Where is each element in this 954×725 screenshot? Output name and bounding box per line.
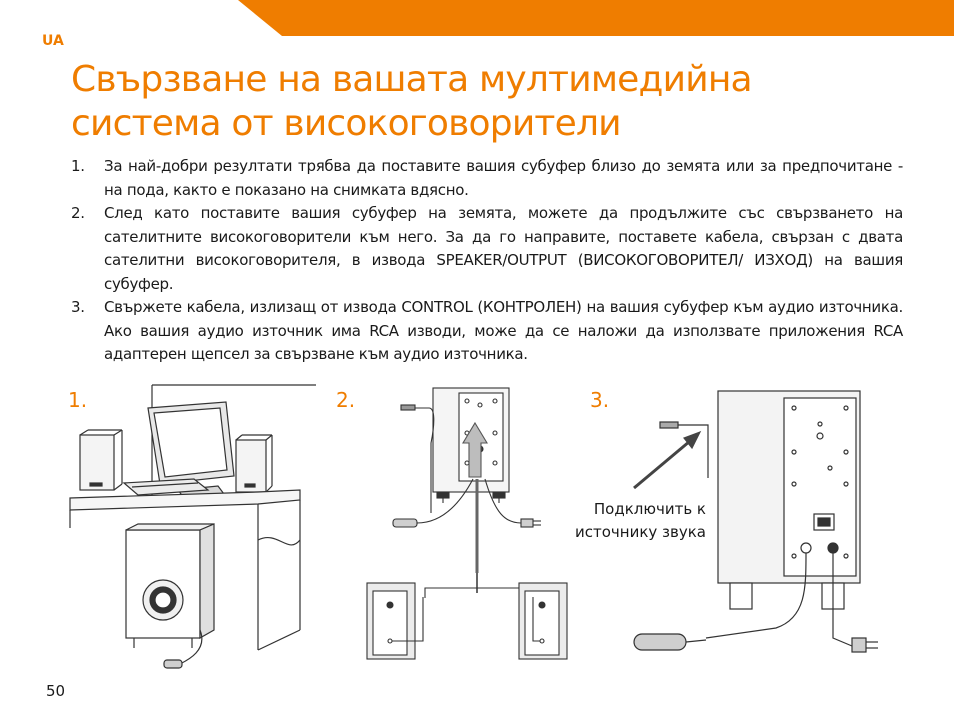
step-text: Свържете кабела, излизащ от извода CONTROL (КОНТРОЛЕН) на вашия субуфер към аудио източника. Ако вашия аудио източник има RCA изводи, може да се наложи да използвате приложения RCA адаптерен щепсел за свързване към аудио източника. <box>104 298 903 363</box>
step-number: 2. <box>71 204 85 222</box>
page-title-line-1: Свързване на вашата мултимедийна <box>71 59 752 100</box>
figure-2-wiring-diagram <box>355 383 585 668</box>
figure-3-label: 3. <box>590 388 610 412</box>
step-text: За най-добри резултати трябва да поставите вашия субуфер близо до земята или за предпочитане - на пода, както е показано на снимката вдясно. <box>104 157 903 199</box>
figure-1-desk-setup-illustration <box>68 380 318 685</box>
instruction-step-3 <box>71 296 903 367</box>
step-text: След като поставите вашия субуфер на земята, можете да продължите със свързването на сателитните високоговорители към него. За да го направите, поставете кабела, свързан с двата сателитни високоговорителя, в извода SPEAKER/OUTPUT (ВИСОКОГОВОРИТЕЛ/ ИЗХОД) на вашия субуфер. <box>104 204 903 293</box>
step-number: 1. <box>71 157 85 175</box>
instruction-step-1 <box>71 155 903 202</box>
page-title-line-2: система от високоговорители <box>71 103 621 144</box>
figure-1-label: 1. <box>68 388 88 412</box>
page-title <box>71 58 931 146</box>
page-number: 50 <box>46 682 66 700</box>
figure-2-label: 2. <box>336 388 356 412</box>
header-band <box>0 0 954 36</box>
audio-source-callout: Подключить к источнику звука <box>575 500 706 541</box>
language-code: UA <box>42 33 64 49</box>
instruction-list <box>71 155 903 367</box>
step-number: 3. <box>71 298 85 316</box>
instruction-step-2 <box>71 202 903 296</box>
